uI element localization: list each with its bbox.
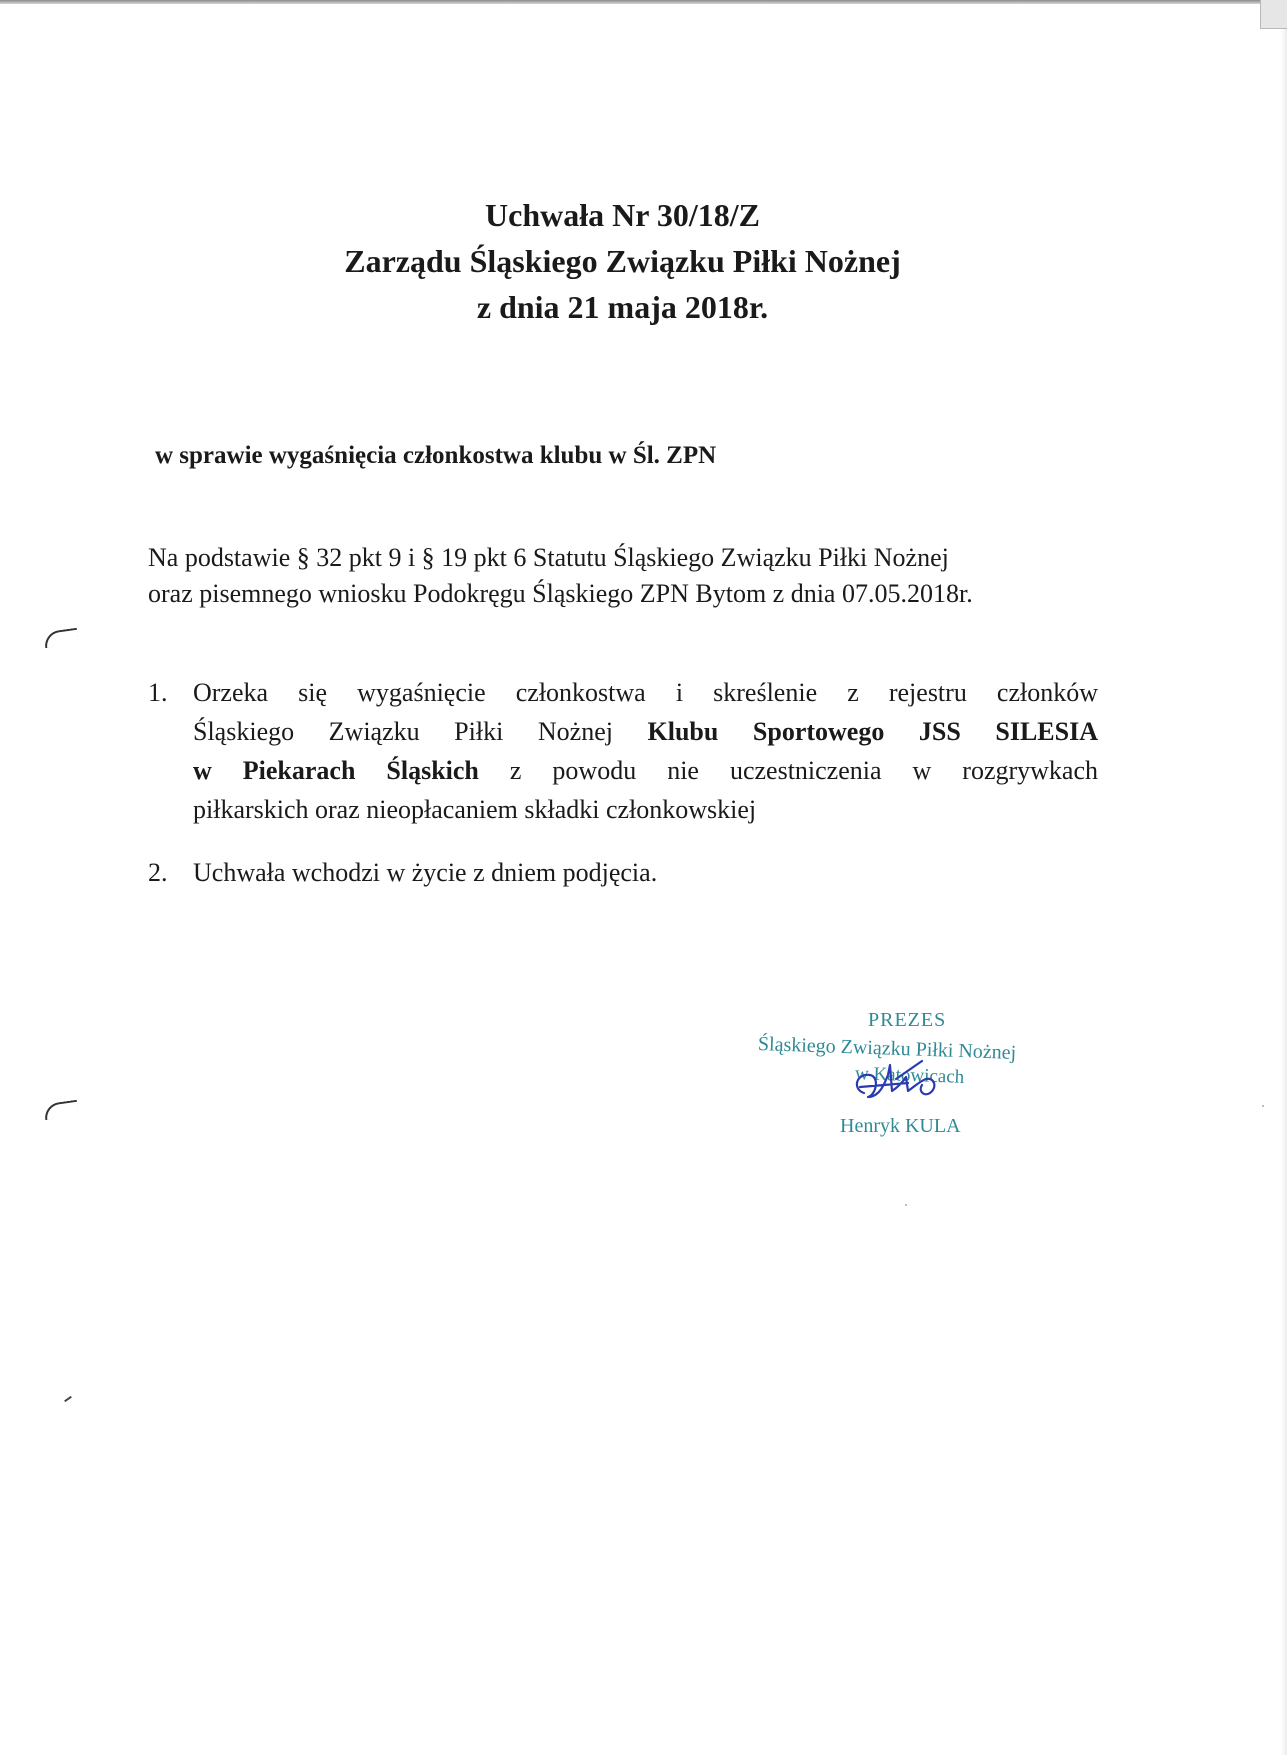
resolution-number: Uchwała Nr 30/18/Z <box>485 197 760 233</box>
president-stamp <box>740 1005 1080 1155</box>
point-text <box>193 853 1098 892</box>
point-number: 1. <box>148 678 168 707</box>
scan-corner-fold <box>1260 0 1287 29</box>
resolution-date: z dnia 21 maja 2018r. <box>476 289 769 325</box>
punch-hole-mark <box>43 628 79 649</box>
scan-speck <box>905 1204 907 1206</box>
stamp-name: Henryk KULA <box>840 1115 961 1137</box>
point-line: piłkarskich oraz nieopłacaniem składki członkowskiej <box>193 795 757 824</box>
point-number: 2. <box>148 858 168 887</box>
club-location: w Piekarach Śląskich <box>193 756 479 785</box>
resolution-points <box>148 673 1098 916</box>
stamp-title: PREZES <box>868 1009 947 1031</box>
point-line <box>193 712 1098 751</box>
point-text <box>193 673 1098 829</box>
stamp-organization: Śląskiego Związku Piłki Nożnej <box>757 1033 1017 1065</box>
resolution-heading <box>0 192 1245 330</box>
stamp-city: w Katowicach <box>854 1063 965 1088</box>
point-line: Orzeka się wygaśnięcie członkostwa i skreślenie z rejestru członków <box>193 678 1098 707</box>
resolution-subject: w sprawie wygaśnięcia członkostwa klubu w Śl. ZPN <box>155 442 717 469</box>
handwritten-signature <box>850 1057 960 1107</box>
point-line <box>193 751 1098 790</box>
pen-mark <box>64 1396 72 1402</box>
scan-speck <box>1262 1105 1264 1107</box>
punch-hole-mark <box>43 1100 79 1121</box>
resolution-point-1 <box>148 673 1098 829</box>
scan-edge-top <box>0 0 1287 4</box>
point-line: Uchwała wchodzi w życie z dniem podjęcia. <box>193 858 658 887</box>
resolution-board: Zarządu Śląskiego Związku Piłki Nożnej <box>344 243 901 279</box>
legal-basis <box>148 540 1098 612</box>
point-text-regular: z powodu nie uczestniczenia w rozgrywkach <box>478 756 1098 785</box>
point-text-regular: Śląskiego Związku Piłki Nożnej <box>193 717 648 746</box>
scan-edge-right <box>1281 0 1287 1755</box>
legal-basis-line: Na podstawie § 32 pkt 9 i § 19 pkt 6 Statutu Śląskiego Związku Piłki Nożnej <box>148 543 949 572</box>
legal-basis-line: oraz pisemnego wniosku Podokręgu Śląskiego ZPN Bytom z dnia 07.05.2018r. <box>148 579 973 608</box>
resolution-point-2 <box>148 853 1098 892</box>
club-name: Klubu Sportowego JSS SILESIA <box>647 717 1098 746</box>
